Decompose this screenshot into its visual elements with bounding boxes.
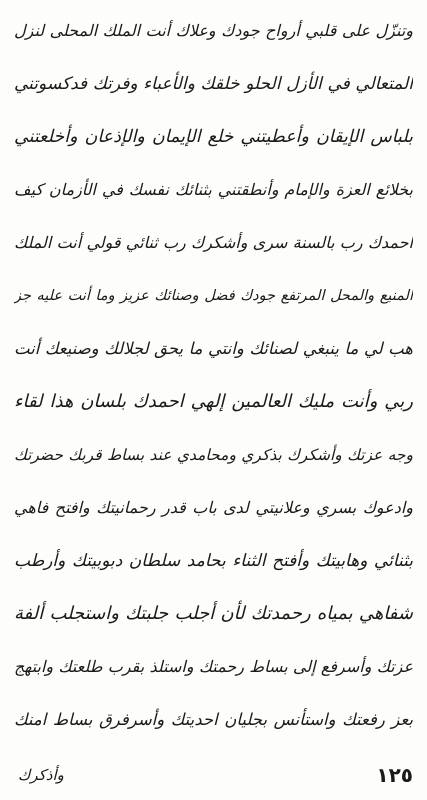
manuscript-line: ربي وأنت مليك العالمين إلهي احمدك بلسان هذا لقاء xyxy=(14,391,413,412)
manuscript-line: المتعالي في الأزل الحلو خلقك والأعباء وفرتك فدكسوتني xyxy=(14,74,413,94)
manuscript-line: بثنائي وهابيتك وأفتح الثناء بحامد سلطان دبوبيتك وأرطب xyxy=(14,551,413,571)
manuscript-line: احمدك رب بالسنة سرى وأشكرك رب ثنائي قولي أنت الملك xyxy=(14,233,413,252)
manuscript-line: بلباس الإيقان وأعطيتني خلع الإيمان والإذعان وأخلعتني xyxy=(14,127,413,147)
catchword: وأذكرك xyxy=(18,766,64,784)
manuscript-line: وادعوك بسري وعلانيتي لدى باب قدر رحمانيتك وافتح فاهي xyxy=(14,498,413,517)
manuscript-line: هب لي ما ينبغي لصنائك وانتي ما يحق لجلالك وصنيعك أنت xyxy=(14,339,413,358)
manuscript-line: وتنزّل على قلبي أرواح جودك وعلاك أنت الملك المحلى لنزل xyxy=(14,21,413,40)
page-footer xyxy=(0,760,427,790)
manuscript-line: المنيع والمحل المرتفع جودك فضل وصنائك عزيز وما أنت عليه جز xyxy=(14,288,413,304)
manuscript-line: شفاهي بمياه رحمدتك لأن أجلب جلبتك واستجلب ألفة xyxy=(14,603,413,624)
manuscript-line: بخلائع العزة والإمام وأنطقتني بثنائك نفسك في الأزمان كيف xyxy=(14,180,413,199)
manuscript-line: بعز رفعتك واستأنس بجليان احديتك وأسرفرق بساط امنك xyxy=(14,710,413,729)
page-number: ١٢٥ xyxy=(376,763,413,787)
manuscript-line: عزتك وأسرفع إلى بساط رحمتك واستلذ بقرب طلعتك وابتهج xyxy=(14,657,413,676)
manuscript-line: وجه عزتك وأشكرك بذكري ومحامدي عند بساط قربك حضرتك xyxy=(14,446,413,464)
